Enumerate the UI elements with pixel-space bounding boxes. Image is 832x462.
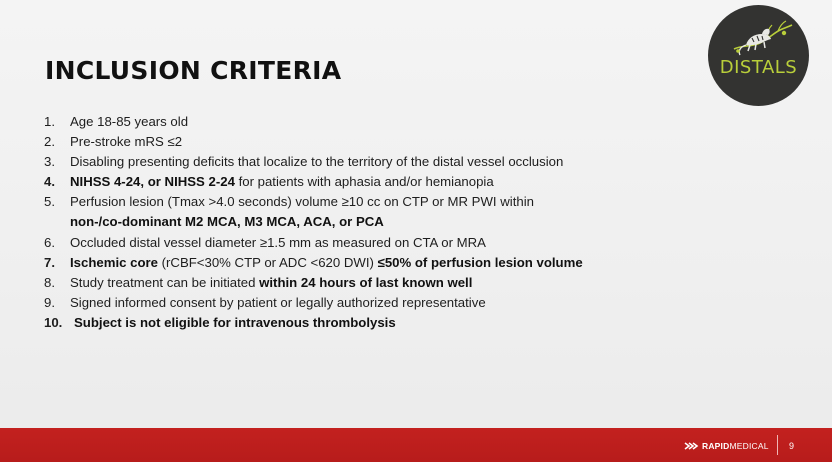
- criterion-text: Pre-stroke mRS ≤2: [70, 134, 183, 150]
- criterion-number: 3.: [44, 154, 55, 170]
- inclusion-criteria-list: [44, 112, 764, 333]
- criterion-number: 2.: [44, 134, 55, 150]
- criterion-1: [44, 112, 764, 132]
- rapid-medical-logo: [684, 440, 769, 452]
- criterion-7: [44, 253, 764, 273]
- criterion-number: 9.: [44, 294, 55, 310]
- criterion-10: [44, 313, 764, 333]
- criterion-text-bold: Ischemic core: [70, 254, 158, 270]
- footer-bar: [0, 428, 832, 462]
- criterion-text: Study treatment can be initiated: [70, 274, 260, 290]
- criterion-number: 6.: [44, 234, 55, 250]
- criterion-9: [44, 293, 764, 313]
- criterion-number: 8.: [44, 274, 55, 290]
- criterion-text: Signed informed consent by patient or legally authorized representative: [70, 294, 486, 310]
- criterion-number: 10.: [44, 314, 63, 330]
- criterion-4: [44, 172, 764, 192]
- logo-text: DISTALS: [719, 57, 798, 78]
- animal-on-vine-icon: [708, 5, 809, 106]
- criterion-text: Perfusion lesion (Tmax >4.0 seconds) volume ≥10 cc on CTP or MR PWI within: [70, 194, 534, 210]
- criterion-2: [44, 132, 764, 152]
- criterion-text: for patients with aphasia and/or hemianopia: [234, 174, 494, 190]
- criterion-8: [44, 273, 764, 293]
- chevron-arrows-icon: [684, 440, 700, 452]
- criterion-text-bold: ≤50% of perfusion lesion volume: [377, 254, 583, 270]
- criterion-number: 4.: [44, 174, 55, 190]
- criterion-text-continuation: non-/co-dominant M2 MCA, M3 MCA, ACA, or PCA: [70, 214, 384, 230]
- slide-title: INCLUSION CRITERIA: [45, 56, 342, 85]
- footer-divider: [777, 435, 778, 455]
- criterion-number: 7.: [44, 254, 55, 270]
- criterion-5: [44, 192, 764, 232]
- criterion-text: Age 18-85 years old: [70, 114, 189, 129]
- criterion-text-bold: NIHSS 4-24, or NIHSS 2-24: [70, 174, 235, 190]
- criterion-text: Disabling presenting deficits that localize to the territory of the distal vessel occlusion: [70, 154, 564, 170]
- criterion-3: [44, 152, 764, 172]
- criterion-number: 1.: [44, 114, 55, 129]
- criterion-text: (rCBF<30% CTP or ADC <620 DWI): [157, 254, 378, 270]
- criterion-6: [44, 233, 764, 253]
- distals-logo: [708, 5, 809, 106]
- criterion-text: Occluded distal vessel diameter ≥1.5 mm as measured on CTA or MRA: [70, 234, 486, 250]
- brand-name-bold: RAPID: [702, 441, 730, 451]
- criterion-number: 5.: [44, 194, 55, 210]
- page-number: 9: [789, 441, 795, 451]
- brand-name-light: MEDICAL: [729, 441, 769, 451]
- criterion-text-bold: Subject is not eligible for intravenous thrombolysis: [74, 314, 396, 330]
- criterion-text-bold: within 24 hours of last known well: [259, 274, 473, 290]
